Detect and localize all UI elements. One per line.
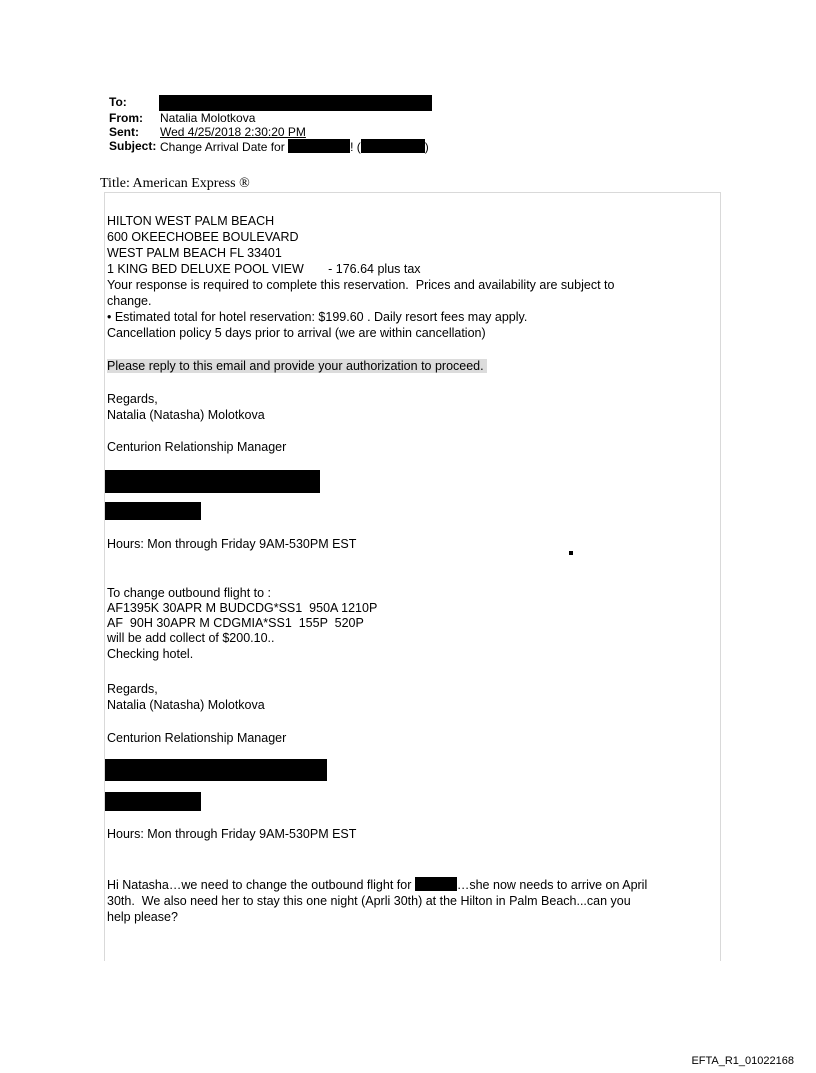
hotel-line-8: Cancellation policy 5 days prior to arrival (we are within cancellation) — [107, 326, 486, 340]
signer-role-1: Centurion Relationship Manager — [107, 440, 287, 454]
redaction-bar — [415, 877, 457, 891]
flight-line-1: To change outbound flight to : — [107, 586, 272, 600]
hotel-line-4: 1 KING BED DELUXE POOL VIEW - 176.64 plus tax — [107, 262, 421, 276]
original-line-1a: Hi Natasha…we need to change the outbound flight for — [107, 878, 412, 892]
hotel-line-2: 600 OKEECHOBEE BOULEVARD — [107, 230, 299, 244]
sent-label: Sent: — [109, 125, 139, 139]
reply-request-text: Please reply to this email and provide your authorization to proceed. — [107, 359, 487, 373]
hotel-line-1: HILTON WEST PALM BEACH — [107, 214, 275, 228]
original-line-2: 30th. We also need her to stay this one night (Aprli 30th) at the Hilton in Palm Beach...can you — [107, 894, 631, 908]
redaction-bar — [105, 792, 201, 811]
from-value: Natalia Molotkova — [160, 111, 256, 125]
email-body-frame — [104, 192, 721, 961]
reply-request — [107, 358, 487, 374]
hotel-line-7: • Estimated total for hotel reservation: $199.60 . Daily resort fees may apply. — [107, 310, 528, 324]
subject-prefix: Change Arrival Date for — [160, 140, 285, 154]
redaction-bar — [288, 139, 350, 153]
flight-line-4: will be add collect of $200.10.. — [107, 631, 275, 645]
hotel-line-5: Your response is required to complete this reservation. Prices and availability are subject to — [107, 278, 615, 292]
signer-name-2: Natalia (Natasha) Molotkova — [107, 698, 265, 712]
hotel-line-3: WEST PALM BEACH FL 33401 — [107, 246, 282, 260]
regards-1: Regards, — [107, 392, 158, 406]
signer-role-2: Centurion Relationship Manager — [107, 731, 287, 745]
hotel-line-6: change. — [107, 294, 152, 308]
hours-1: Hours: Mon through Friday 9AM-530PM EST — [107, 537, 357, 551]
regards-2: Regards, — [107, 682, 158, 696]
original-line-1 — [107, 877, 647, 893]
subject-value — [160, 139, 429, 154]
title-line: Title: American Express ® — [100, 176, 250, 191]
stray-dot — [569, 551, 573, 555]
redaction-bar — [159, 95, 432, 111]
redaction-bar — [105, 759, 327, 781]
redaction-bar — [105, 502, 201, 520]
signer-name-1: Natalia (Natasha) Molotkova — [107, 408, 265, 422]
original-line-3: help please? — [107, 910, 178, 924]
flight-line-3: AF 90H 30APR M CDGMIA*SS1 155P 520P — [107, 616, 364, 630]
subject-end: ) — [424, 140, 429, 154]
subject-label: Subject: — [109, 139, 157, 153]
redaction-bar — [105, 470, 320, 493]
hours-2: Hours: Mon through Friday 9AM-530PM EST — [107, 827, 357, 841]
redaction-bar — [361, 139, 425, 153]
subject-mid: ! ( — [350, 140, 361, 154]
document-id: EFTA_R1_01022168 — [691, 1055, 794, 1067]
from-label: From: — [109, 111, 143, 125]
flight-line-5: Checking hotel. — [107, 647, 194, 661]
sent-value: Wed 4/25/2018 2:30:20 PM — [160, 125, 306, 139]
flight-line-2: AF1395K 30APR M BUDCDG*SS1 950A 1210P — [107, 601, 378, 615]
to-label: To: — [109, 95, 127, 109]
original-line-1b: …she now needs to arrive on April — [456, 878, 648, 892]
